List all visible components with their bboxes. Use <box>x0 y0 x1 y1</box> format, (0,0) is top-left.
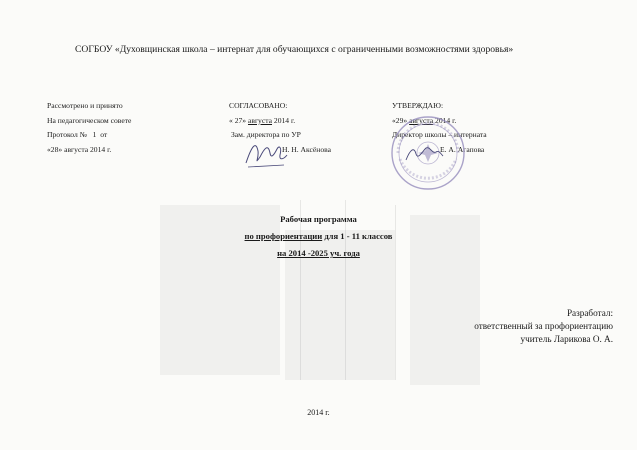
approval-block-council <box>47 99 131 157</box>
document-year: 2014 г. <box>307 408 330 417</box>
approved-date-year: 2014 г. <box>433 115 457 125</box>
subtitle-grades: для 1 - 11 классов <box>322 231 393 241</box>
approved-date-day: «29» <box>392 115 410 125</box>
agreed-date <box>229 114 331 129</box>
approved-heading: УТВЕРЖДАЮ: <box>392 101 444 110</box>
agreed-position: Зам. директора по УР <box>231 130 301 140</box>
agreed-date-year: 2014 г. <box>272 115 296 125</box>
document-subtitle <box>0 231 637 241</box>
developer-name: учитель Ларикова О. А. <box>520 334 613 344</box>
school-header: СОГБОУ «Духовщинская школа – интернат для обучающихся с ограниченными возможностями здоровья» <box>75 44 514 55</box>
council-line-1: Рассмотрено и принято <box>47 101 123 110</box>
document-title: Рабочая программа <box>280 214 357 224</box>
developer-label: Разработал: <box>566 308 613 318</box>
developer-role: ответственный за профориентацию <box>474 321 613 331</box>
bleed-through-line <box>345 200 346 380</box>
agreed-heading: СОГЛАСОВАНО: <box>229 101 288 110</box>
signature-agapova <box>404 140 444 168</box>
approved-date-month: августа <box>409 115 434 125</box>
council-line-4: «28» августа 2014 г. <box>47 144 112 154</box>
bleed-through-line <box>300 200 301 380</box>
approved-position: Директор школы – интерната <box>392 130 487 140</box>
signature-aksenova <box>244 137 288 171</box>
council-line-2: На педагогическом совете <box>47 115 132 125</box>
document-years: на 2014 -2025 уч. года <box>277 248 360 258</box>
agreed-signer-name: Н. Н. Аксёнова <box>282 144 332 154</box>
agreed-date-day: « 27» <box>229 115 248 125</box>
agreed-date-month: августа <box>247 115 273 125</box>
approved-signer-name: Е. А. Агапова <box>440 144 485 154</box>
developer-block <box>474 307 613 346</box>
subtitle-subject: по профориентации <box>244 231 323 241</box>
council-line-3: Протокол № 1 от <box>47 130 108 140</box>
